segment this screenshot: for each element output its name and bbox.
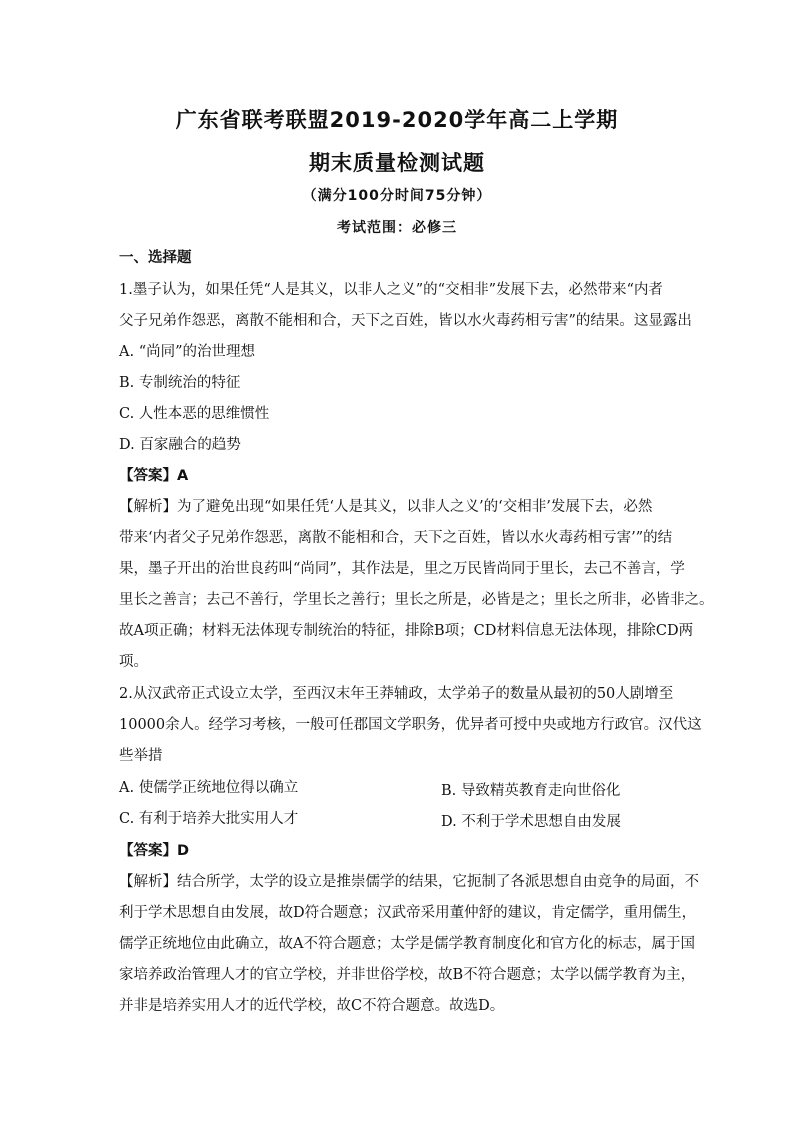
exam-subtitle: 期末质量检测试题 xyxy=(309,151,485,175)
q2-analysis-line-3: 儒学正统地位由此确立，故A不符合题意；太学是儒学教育制度化和官方化的标志，属于国 xyxy=(119,936,695,952)
q2-option-a: A. 使儒学正统地位得以确立 xyxy=(119,780,299,796)
q2-stem-line-1: 2.从汉武帝正式设立太学，至西汉末年王莽辅政，太学弟子的数量从最初的50人剧增至 xyxy=(119,686,674,702)
q1-answer: 【答案】A xyxy=(119,468,189,484)
q1-option-c: C. 人性本恶的思维惯性 xyxy=(119,406,270,422)
q2-analysis-line-1: 【解析】结合所学，太学的设立是推崇儒学的结果，它扼制了各派思想自由竞争的局面，不 xyxy=(119,874,699,890)
exam-time-note: （满分100分时间75分钟） xyxy=(302,188,492,204)
q1-analysis-line-4: 里长之善言；去己不善行，学里长之善行；里长之所是，必皆是之；里长之所非，必皆非之。 xyxy=(119,592,714,608)
q2-option-c: C. 有利于培养大批实用人才 xyxy=(119,811,299,827)
q1-option-d: D. 百家融合的趋势 xyxy=(119,437,241,453)
q2-analysis-line-4: 家培养政治管理人才的官立学校，并非世俗学校，故B不符合题意；太学以儒学教育为主， xyxy=(119,967,696,983)
q2-analysis-line-5: 并非是培养实用人才的近代学校，故C不符合题意。故选D。 xyxy=(119,998,505,1014)
q1-analysis-line-2: 带来‘内者父子兄弟作怨恶，离散不能相和合，天下之百姓，皆以水火毒药相亏害’”的结 xyxy=(119,530,673,546)
q1-analysis-line-5: 故A项正确；材料无法体现专制统治的特征，排除B项；CD材料信息无法体现，排除CD两 xyxy=(119,623,694,639)
exam-title: 广东省联考联盟2019-2020学年高二上学期 xyxy=(175,108,619,132)
q1-analysis-line-3: 果，墨子开出的治世良药叫“尚同”，其作法是，里之万民皆尚同于里长，去己不善言，学 xyxy=(119,561,685,577)
q2-answer: 【答案】D xyxy=(119,843,190,859)
q1-stem-line-1: 1.墨子认为，如果任凭“人是其义，以非人之义”的“交相非”发展下去，必然带来“内者 xyxy=(119,282,663,298)
q1-option-b: B. 专制统治的特征 xyxy=(119,375,241,391)
q1-analysis-line-6: 项。 xyxy=(119,654,148,670)
q2-stem-line-2: 10000余人。经学习考核，一般可任郡国文学职务，优异者可授中央或地方行政官。汉代这 xyxy=(119,717,702,733)
q1-stem-line-2: 父子兄弟作怨恶，离散不能相和合，天下之百姓，皆以水火毒药相亏害”的结果。这显露出 xyxy=(119,313,692,329)
q1-option-a: A. “尚同”的治世理想 xyxy=(119,344,256,360)
q2-option-d: D. 不利于学术思想自由发展 xyxy=(441,814,621,830)
section-heading: 一、选择题 xyxy=(119,250,192,266)
q1-analysis-line-1: 【解析】为了避免出现“如果任凭‘人是其义，以非人之义’的‘交相非’发展下去，必然 xyxy=(119,499,653,515)
exam-scope: 考试范围：必修三 xyxy=(337,220,457,236)
q2-option-b: B. 导致精英教育走向世俗化 xyxy=(441,783,621,799)
q2-stem-line-3: 些举措 xyxy=(119,748,163,764)
q2-analysis-line-2: 利于学术思想自由发展，故D符合题意；汉武帝采用董仲舒的建议，肯定儒学，重用儒生， xyxy=(119,905,697,921)
